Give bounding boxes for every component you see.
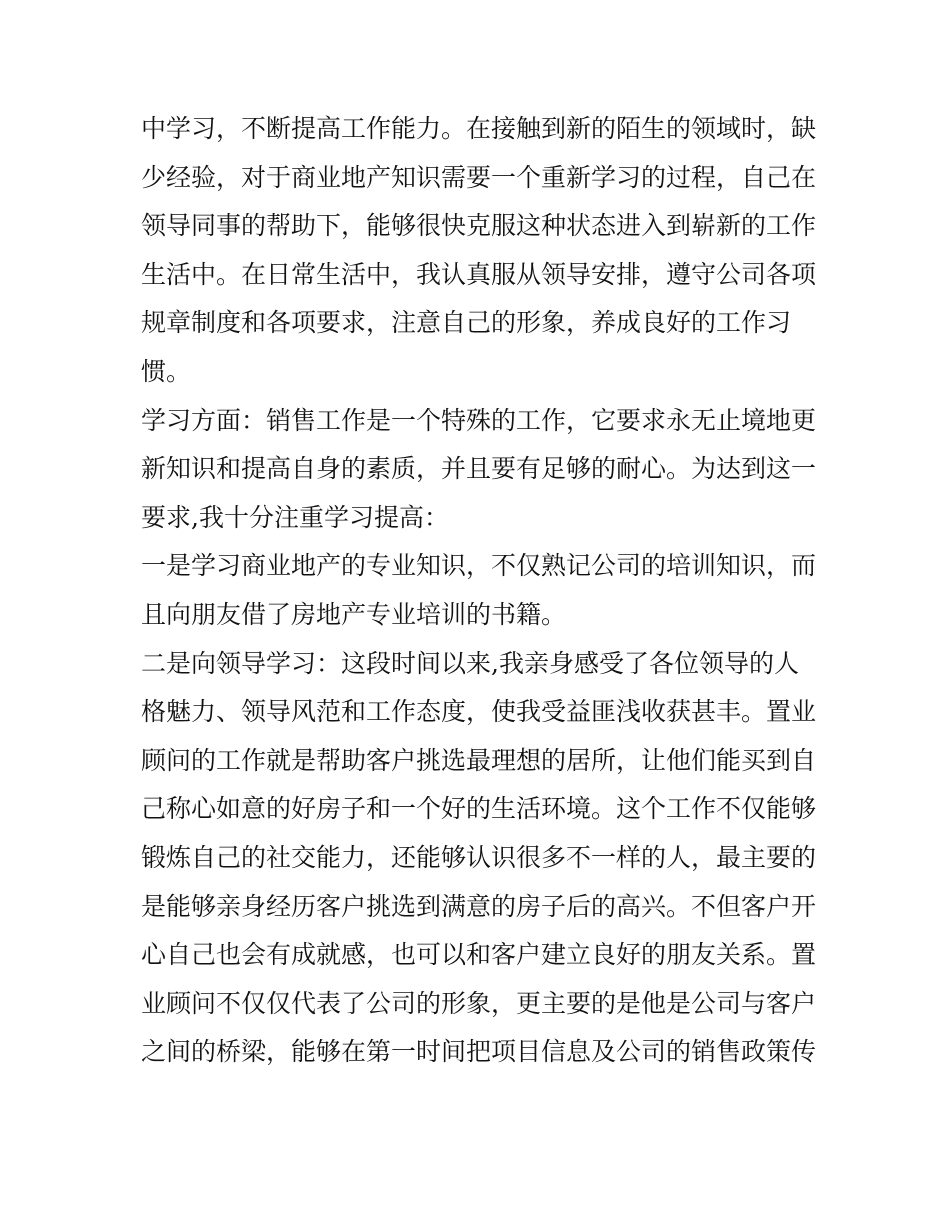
body-text — [141, 105, 817, 1077]
text-line: 锻炼自己的社交能力，还能够认识很多不一样的人，最主要的 — [141, 842, 817, 872]
text-line: 顾问的工作就是帮助客户挑选最理想的居所，让他们能买到自 — [141, 745, 817, 775]
text-line: 己称心如意的好房子和一个好的生活环境。这个工作不仅能够 — [141, 794, 817, 824]
text-line: 生活中。在日常生活中，我认真服从领导安排，遵守公司各项 — [141, 259, 817, 289]
text-line: 要求,我十分注重学习提高： — [141, 502, 449, 532]
text-line: 且向朋友借了房地产专业培训的书籍。 — [141, 599, 567, 629]
text-line: 心自己也会有成就感，也可以和客户建立良好的朋友关系。置 — [141, 940, 817, 970]
text-line: 学习方面：销售工作是一个特殊的工作，它要求永无止境地更 — [141, 405, 817, 435]
text-line: 一是学习商业地产的专业知识，不仅熟记公司的培训知识，而 — [141, 551, 817, 581]
text-line: 是能够亲身经历客户挑选到满意的房子后的高兴。不但客户开 — [141, 891, 817, 921]
text-line: 规章制度和各项要求，注意自己的形象，养成良好的工作习 — [141, 308, 792, 338]
text-line: 之间的桥梁，能够在第一时间把项目信息及公司的销售政策传 — [141, 1037, 817, 1067]
text-line: 惯。 — [141, 356, 192, 386]
text-line: 领导同事的帮助下，能够很快克服这种状态进入到崭新的工作 — [141, 211, 817, 241]
text-line: 新知识和提高自身的素质，并且要有足够的耐心。为达到这一 — [141, 454, 817, 484]
text-line: 业顾问不仅仅代表了公司的形象，更主要的是他是公司与客户 — [141, 988, 817, 1018]
text-line: 格魅力、领导风范和工作态度，使我受益匪浅收获甚丰。置业 — [141, 697, 817, 727]
text-line: 中学习，不断提高工作能力。在接触到新的陌生的领域时，缺 — [141, 114, 817, 143]
text-line: 少经验，对于商业地产知识需要一个重新学习的过程，自己在 — [141, 162, 817, 192]
text-line: 二是向领导学习：这段时间以来,我亲身感受了各位领导的人 — [141, 648, 799, 678]
